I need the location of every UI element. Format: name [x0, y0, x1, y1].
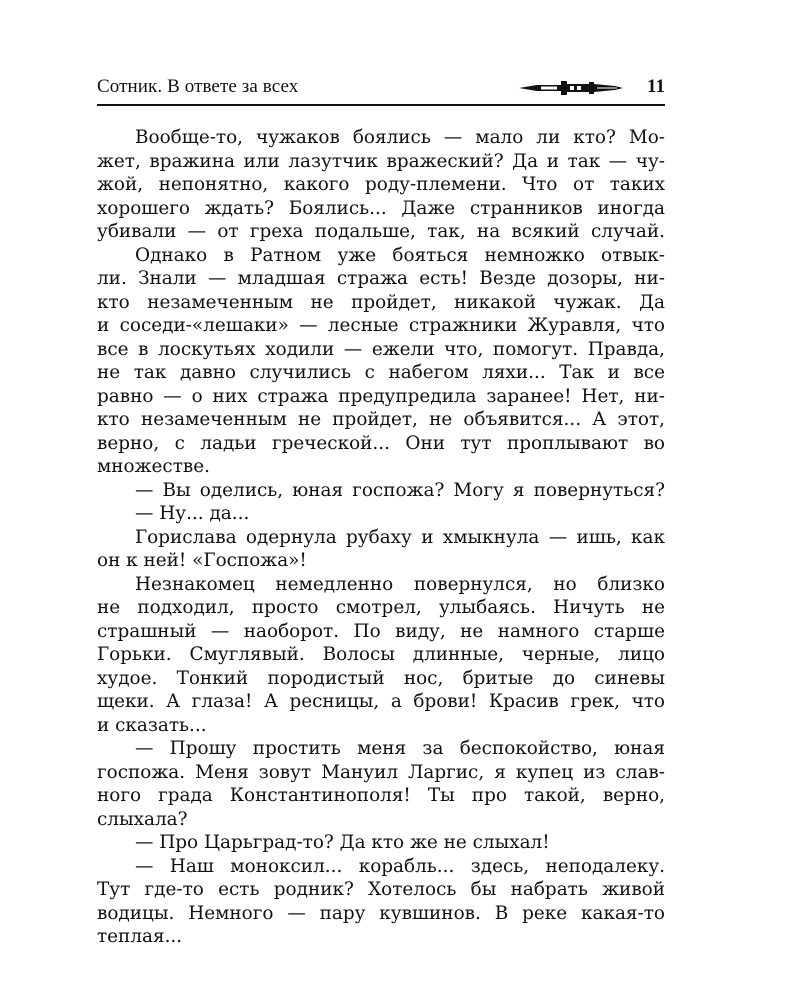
- text-line: водицы. Немного — пару кувшинов. В реке какая-то: [97, 902, 665, 924]
- text-line: щеки. А глаза! А ресницы, а брови! Красив грек, что: [97, 691, 665, 712]
- text-line: не подходил, просто смотрел, улыбаясь. Ничуть не: [97, 597, 665, 618]
- text-line: Тут где-то есть родник? Хотелось бы набрать живой: [97, 879, 665, 900]
- text-line: слыхала?: [97, 808, 188, 830]
- text-line: равно — о них стража предупредила заранее! Нет, ни-: [97, 385, 665, 407]
- text-line: он к ней! «Госпожа»!: [97, 550, 307, 571]
- text-line: и сказать...: [97, 714, 207, 736]
- text-line: хорошего ждать? Боялись... Даже странников иногда: [97, 197, 665, 219]
- text-line: верно, с ладьи греческой... Они тут проплывают во: [97, 432, 665, 454]
- body-text: [97, 126, 665, 949]
- text-line: Горьки. Смуглявый. Волосы длинные, черные, лицо: [97, 644, 665, 665]
- page-number: 11: [647, 76, 665, 97]
- text-line: — Прошу простить меня за беспокойство, юная: [135, 738, 665, 759]
- text-line: жет, вражина или лазутчик вражеский? Да и так — чу-: [97, 150, 665, 172]
- header-rule: [97, 104, 665, 106]
- text-line: — Ну... да...: [135, 503, 250, 524]
- text-line: госпожа. Меня зовут Мануил Ларгис, я купец из слав-: [97, 761, 665, 783]
- text-line: ного града Константинополя! Ты про такой, верно,: [97, 785, 665, 806]
- text-line: кто незамеченным не пройдет, никакой чужак. Да: [97, 291, 665, 313]
- text-line: Горислава одернула рубаху и хмыкнула — ишь, как: [135, 526, 665, 548]
- text-line: кто незамеченным не пройдет, не объявится... А этот,: [97, 409, 665, 430]
- text-line: — Наш моноксил... корабль... здесь, неподалеку.: [135, 855, 665, 877]
- text-line: — Про Царьград-то? Да кто же не слыхал!: [135, 832, 550, 853]
- text-line: ли. Знали — младшая стража есть! Везде дозоры, ни-: [97, 268, 665, 289]
- text-line: Вообще-то, чужаков боялись — мало ли кто? Мо-: [135, 127, 665, 148]
- text-line: Однако в Ратном уже бояться немножко отвык-: [135, 244, 665, 266]
- text-line: — Вы оделись, юная госпожа? Могу я повернуться?: [135, 479, 665, 501]
- text-line: жой, непонятно, какого роду-племени. Что от таких: [97, 174, 665, 195]
- text-line: все в лоскутьях ходили — ежели что, помогут. Правда,: [97, 338, 665, 360]
- text-line: страшный — наоборот. По виду, не намного старше: [97, 620, 665, 642]
- text-line: Незнакомец немедленно повернулся, но близко: [135, 573, 665, 595]
- running-header-title: Сотник. В ответе за всех: [97, 76, 299, 97]
- text-line: убивали — от греха подальше, так, на всякий случай.: [97, 221, 665, 242]
- sword-ornament-icon: [517, 78, 625, 98]
- text-line: не так давно случились с набегом ляхи... Так и все: [97, 362, 665, 383]
- text-line: теплая...: [97, 926, 183, 947]
- text-line: множестве.: [97, 456, 210, 477]
- text-line: и соседи-«лешаки» — лесные стражники Журавля, что: [97, 315, 665, 336]
- running-header: [97, 76, 665, 102]
- text-line: худое. Тонкий породистый нос, бритые до синевы: [97, 667, 665, 689]
